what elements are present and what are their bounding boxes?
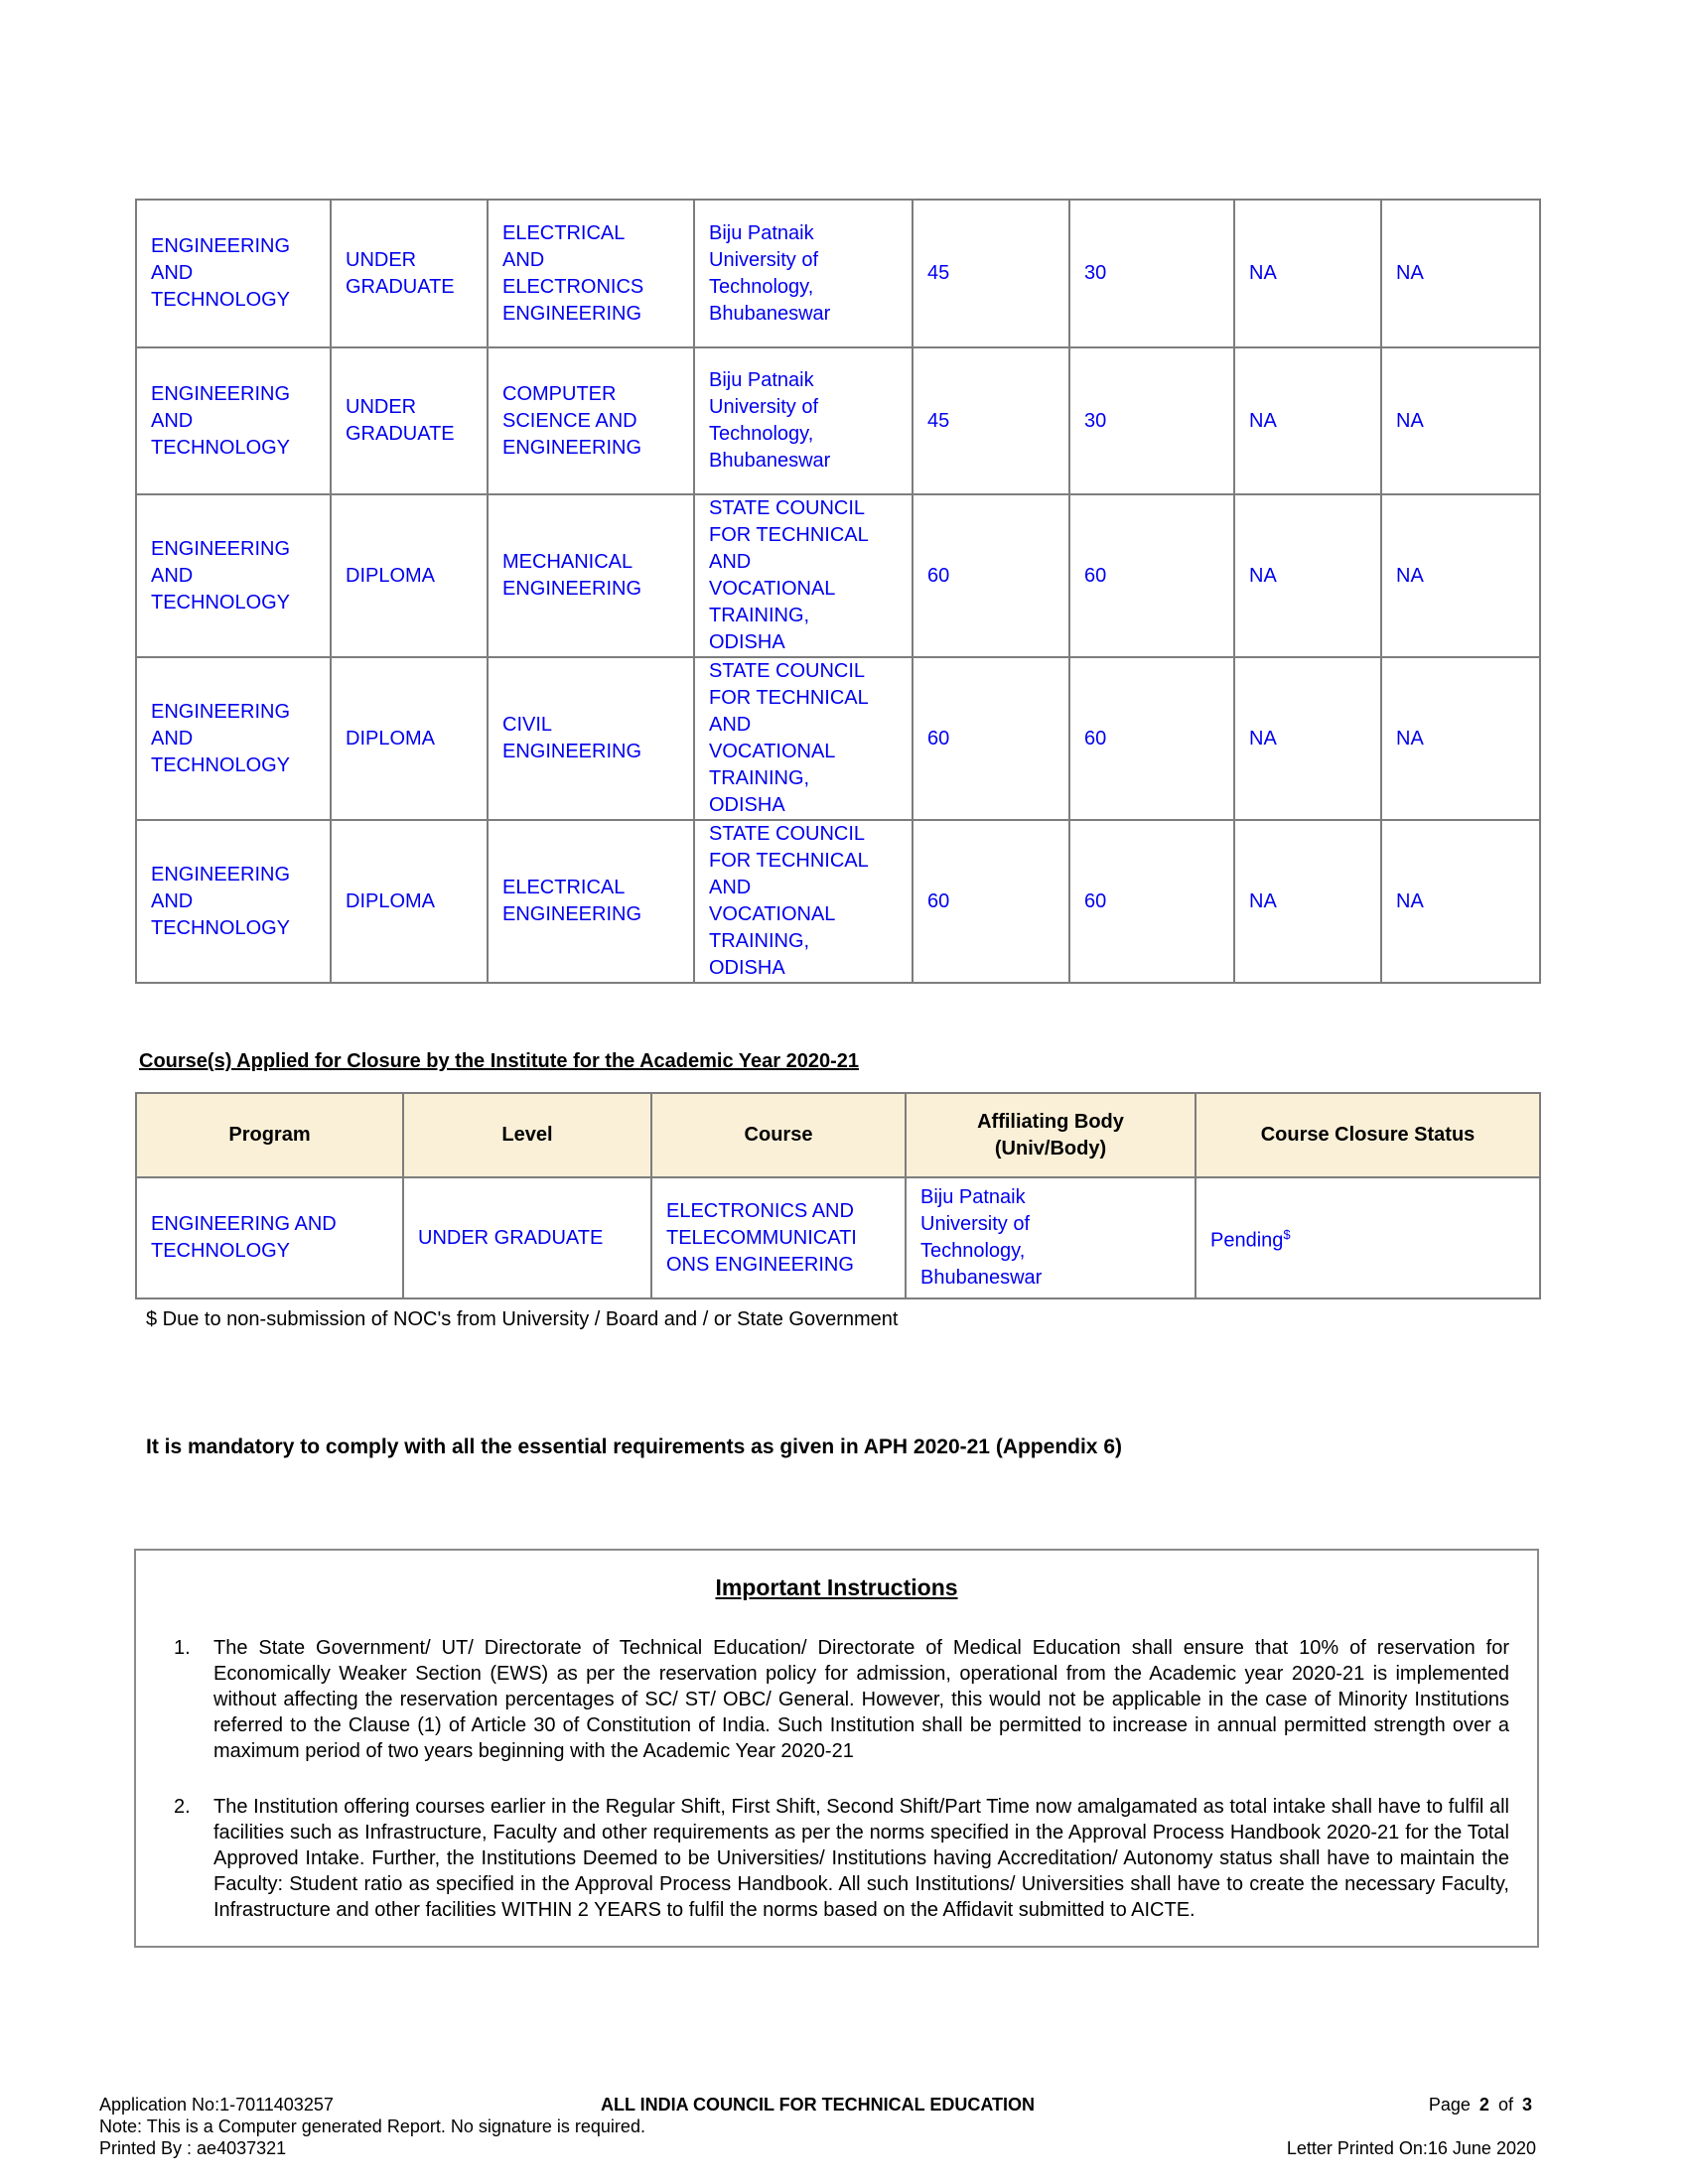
level-value: UNDER GRADUATE bbox=[346, 248, 455, 298]
program-value: ENGINEERING AND TECHNOLOGY bbox=[151, 700, 291, 776]
program-value: ENGINEERING AND TECHNOLOGY bbox=[151, 1213, 337, 1262]
program-value: ENGINEERING AND TECHNOLOGY bbox=[151, 863, 291, 939]
course-value: MECHANICAL ENGINEERING bbox=[502, 551, 642, 600]
intake-cell bbox=[1069, 347, 1234, 494]
affiliating-body-cell bbox=[694, 347, 913, 494]
course-cell bbox=[488, 347, 694, 494]
instruction-number: 2. bbox=[174, 1796, 191, 1818]
status-cell bbox=[1234, 200, 1381, 347]
affiliating-body-value: STATE COUNCIL FOR TECHNICAL AND VOCATIONAL TRAINING, ODISHA bbox=[709, 660, 869, 816]
table-row bbox=[136, 200, 1540, 347]
footer-line-3 bbox=[99, 2138, 1536, 2160]
status-cell bbox=[1234, 347, 1381, 494]
table-row bbox=[136, 820, 1540, 983]
header-label: Course bbox=[744, 1124, 813, 1146]
status-value: NA bbox=[1249, 262, 1277, 284]
affiliating-body-value: STATE COUNCIL FOR TECHNICAL AND VOCATIONAL TRAINING, ODISHA bbox=[709, 823, 869, 979]
header-label: Course Closure Status bbox=[1260, 1124, 1476, 1146]
instruction-item bbox=[174, 1794, 1509, 1923]
course-cell bbox=[488, 820, 694, 983]
intake-value: 45 bbox=[927, 262, 950, 284]
header-program bbox=[136, 1093, 403, 1177]
affiliating-body-value: Biju Patnaik University of Technology, Bhubaneswar bbox=[709, 369, 831, 472]
status-cell bbox=[1381, 820, 1540, 983]
course-value: COMPUTER SCIENCE AND ENGINEERING bbox=[502, 382, 642, 459]
closure-header-row bbox=[136, 1093, 1540, 1177]
instructions-title: Important Instructions bbox=[715, 1574, 958, 1600]
status-value: NA bbox=[1396, 564, 1424, 587]
status-cell bbox=[1381, 494, 1540, 657]
program-cell bbox=[136, 1177, 403, 1298]
intake-value: 60 bbox=[1084, 889, 1107, 912]
affiliating-body-cell bbox=[906, 1177, 1196, 1298]
affiliating-body-value: Biju Patnaik University of Technology, Bhubaneswar bbox=[709, 221, 831, 325]
level-value: UNDER GRADUATE bbox=[418, 1226, 604, 1249]
header-level bbox=[403, 1093, 651, 1177]
status-value: NA bbox=[1396, 409, 1424, 432]
status-cell bbox=[1234, 494, 1381, 657]
status-value: NA bbox=[1396, 889, 1424, 912]
intake-value: 60 bbox=[927, 727, 950, 750]
status-cell bbox=[1381, 200, 1540, 347]
affiliating-body-value: Biju Patnaik University of Technology, Bhubaneswar bbox=[920, 1186, 1043, 1289]
program-cell bbox=[136, 820, 331, 983]
program-cell bbox=[136, 200, 331, 347]
page-indicator bbox=[1429, 2095, 1536, 2116]
intake-cell bbox=[913, 200, 1069, 347]
page-footer bbox=[99, 2095, 1536, 2160]
level-cell bbox=[331, 820, 488, 983]
computer-generated-note: Note: This is a Computer generated Report. No signature is required. bbox=[99, 2116, 645, 2136]
course-value: ELECTRICAL AND ELECTRONICS ENGINEERING bbox=[502, 221, 644, 325]
level-cell bbox=[331, 200, 488, 347]
closure-status-cell bbox=[1196, 1177, 1540, 1298]
affiliating-body-cell bbox=[694, 494, 913, 657]
closure-table bbox=[135, 1092, 1541, 1299]
program-cell bbox=[136, 494, 331, 657]
intake-value: 60 bbox=[1084, 564, 1107, 587]
level-cell bbox=[331, 657, 488, 820]
header-label: Level bbox=[501, 1124, 553, 1146]
affiliating-body-cell bbox=[694, 200, 913, 347]
intake-value: 60 bbox=[927, 564, 950, 587]
status-value: NA bbox=[1396, 262, 1424, 284]
course-value: ELECTRICAL ENGINEERING bbox=[502, 877, 642, 925]
status-cell bbox=[1234, 657, 1381, 820]
status-cell bbox=[1234, 820, 1381, 983]
course-cell bbox=[488, 657, 694, 820]
approved-courses-table bbox=[135, 199, 1541, 984]
instruction-item bbox=[174, 1635, 1509, 1764]
table-row bbox=[136, 657, 1540, 820]
application-number: Application No:1-7011403257 bbox=[99, 2095, 334, 2115]
closure-status-value bbox=[1210, 1221, 1535, 1255]
intake-cell bbox=[913, 657, 1069, 820]
closure-footnote: $ Due to non-submission of NOC's from University / Board and / or State Government bbox=[146, 1308, 899, 1330]
header-label: Affiliating Body (Univ/Body) bbox=[977, 1110, 1124, 1160]
header-course bbox=[651, 1093, 906, 1177]
page-current: 2 bbox=[1478, 2095, 1489, 2115]
page-of-label: of bbox=[1497, 2095, 1513, 2115]
instruction-number: 1. bbox=[174, 1637, 191, 1659]
important-instructions-box bbox=[134, 1549, 1539, 1948]
affiliating-body-cell bbox=[694, 657, 913, 820]
status-value: NA bbox=[1396, 727, 1424, 750]
program-value: ENGINEERING AND TECHNOLOGY bbox=[151, 537, 291, 614]
letter-printed-on: Letter Printed On:16 June 2020 bbox=[1286, 2138, 1536, 2158]
course-value: CIVIL ENGINEERING bbox=[502, 714, 642, 762]
table-row bbox=[136, 347, 1540, 494]
council-title: ALL INDIA COUNCIL FOR TECHNICAL EDUCATION bbox=[601, 2095, 1035, 2115]
program-value: ENGINEERING AND TECHNOLOGY bbox=[151, 235, 291, 311]
intake-value: 60 bbox=[1084, 727, 1107, 750]
level-value: DIPLOMA bbox=[346, 564, 436, 587]
course-value: ELECTRONICS AND TELECOMMUNICATIONS ENGINEERING bbox=[666, 1199, 857, 1276]
course-cell bbox=[651, 1177, 906, 1298]
intake-cell bbox=[1069, 494, 1234, 657]
header-label: Program bbox=[228, 1124, 311, 1146]
intake-cell bbox=[913, 494, 1069, 657]
program-cell bbox=[136, 657, 331, 820]
printed-by: Printed By : ae4037321 bbox=[99, 2138, 287, 2158]
intake-cell bbox=[1069, 657, 1234, 820]
intake-value: 30 bbox=[1084, 409, 1107, 432]
program-cell bbox=[136, 347, 331, 494]
program-value: ENGINEERING AND TECHNOLOGY bbox=[151, 382, 291, 459]
table-row bbox=[136, 494, 1540, 657]
course-cell bbox=[488, 494, 694, 657]
page-label: Page bbox=[1428, 2095, 1471, 2115]
level-cell bbox=[331, 347, 488, 494]
level-cell bbox=[331, 494, 488, 657]
intake-cell bbox=[1069, 200, 1234, 347]
status-cell bbox=[1381, 347, 1540, 494]
status-value: NA bbox=[1249, 564, 1277, 587]
status-text: Pending bbox=[1210, 1229, 1284, 1252]
closure-section-heading: Course(s) Applied for Closure by the Institute for the Academic Year 2020-21 bbox=[139, 1050, 860, 1072]
intake-cell bbox=[913, 347, 1069, 494]
status-value: NA bbox=[1249, 889, 1277, 912]
course-cell bbox=[488, 200, 694, 347]
intake-value: 60 bbox=[927, 889, 950, 912]
header-closure-status bbox=[1196, 1093, 1540, 1177]
mandatory-compliance-note: It is mandatory to comply with all the essential requirements as given in APH 2020-21 (Appendix 6) bbox=[146, 1435, 1122, 1458]
status-cell bbox=[1381, 657, 1540, 820]
intake-value: 30 bbox=[1084, 262, 1107, 284]
level-value: UNDER GRADUATE bbox=[346, 396, 455, 445]
footer-line-2 bbox=[99, 2116, 1536, 2138]
level-value: DIPLOMA bbox=[346, 727, 436, 750]
instruction-text: The State Government/ UT/ Directorate of Technical Education/ Directorate of Medical Education shall ensure that 10% of reservation for Economically Weaker Section (EWS) as per the reservation policy for admission, operational from the Academic year 2020-21 is implemented without affecting the reservation percentages of SC/ ST/ OBC/ General. However, this would not be applicable in the case of Minority Institutions referred to the Clause (1) of Article 30 of Constitution of India. Such Institution shall be permitted to increase in annual permitted strength over a maximum period of two years beginning with the Academic Year 2020-21 bbox=[213, 1637, 1509, 1762]
header-affiliating-body bbox=[906, 1093, 1196, 1177]
level-cell bbox=[403, 1177, 651, 1298]
status-footnote-marker: $ bbox=[1283, 1227, 1291, 1243]
page-total: 3 bbox=[1521, 2095, 1532, 2115]
intake-cell bbox=[913, 820, 1069, 983]
affiliating-body-value: STATE COUNCIL FOR TECHNICAL AND VOCATIONAL TRAINING, ODISHA bbox=[709, 497, 869, 653]
instruction-text: The Institution offering courses earlier in the Regular Shift, First Shift, Second Shift/Part Time now amalgamated as total intake shall have to fulfil all facilities such as Infrastructure, Faculty and other requirements as per the norms specified in the Approval Process Handbook 2020-21 for the Total Approved Intake. Further, the Institutions Deemed to be Universities/ Institutions having Accreditation/ Autonomy status shall have to maintain the Faculty: Student ratio as specified in the Approval Process Handbook. All such Institutions/ Universities shall have to create the necessary Faculty, Infrastructure and other facilities WITHIN 2 YEARS to fulfil the norms based on the Affidavit submitted to AICTE. bbox=[213, 1796, 1509, 1921]
footer-line-1 bbox=[99, 2095, 1536, 2116]
intake-value: 45 bbox=[927, 409, 950, 432]
level-value: DIPLOMA bbox=[346, 889, 436, 912]
status-value: NA bbox=[1249, 409, 1277, 432]
closure-data-row bbox=[136, 1177, 1540, 1298]
affiliating-body-cell bbox=[694, 820, 913, 983]
status-value: NA bbox=[1249, 727, 1277, 750]
intake-cell bbox=[1069, 820, 1234, 983]
